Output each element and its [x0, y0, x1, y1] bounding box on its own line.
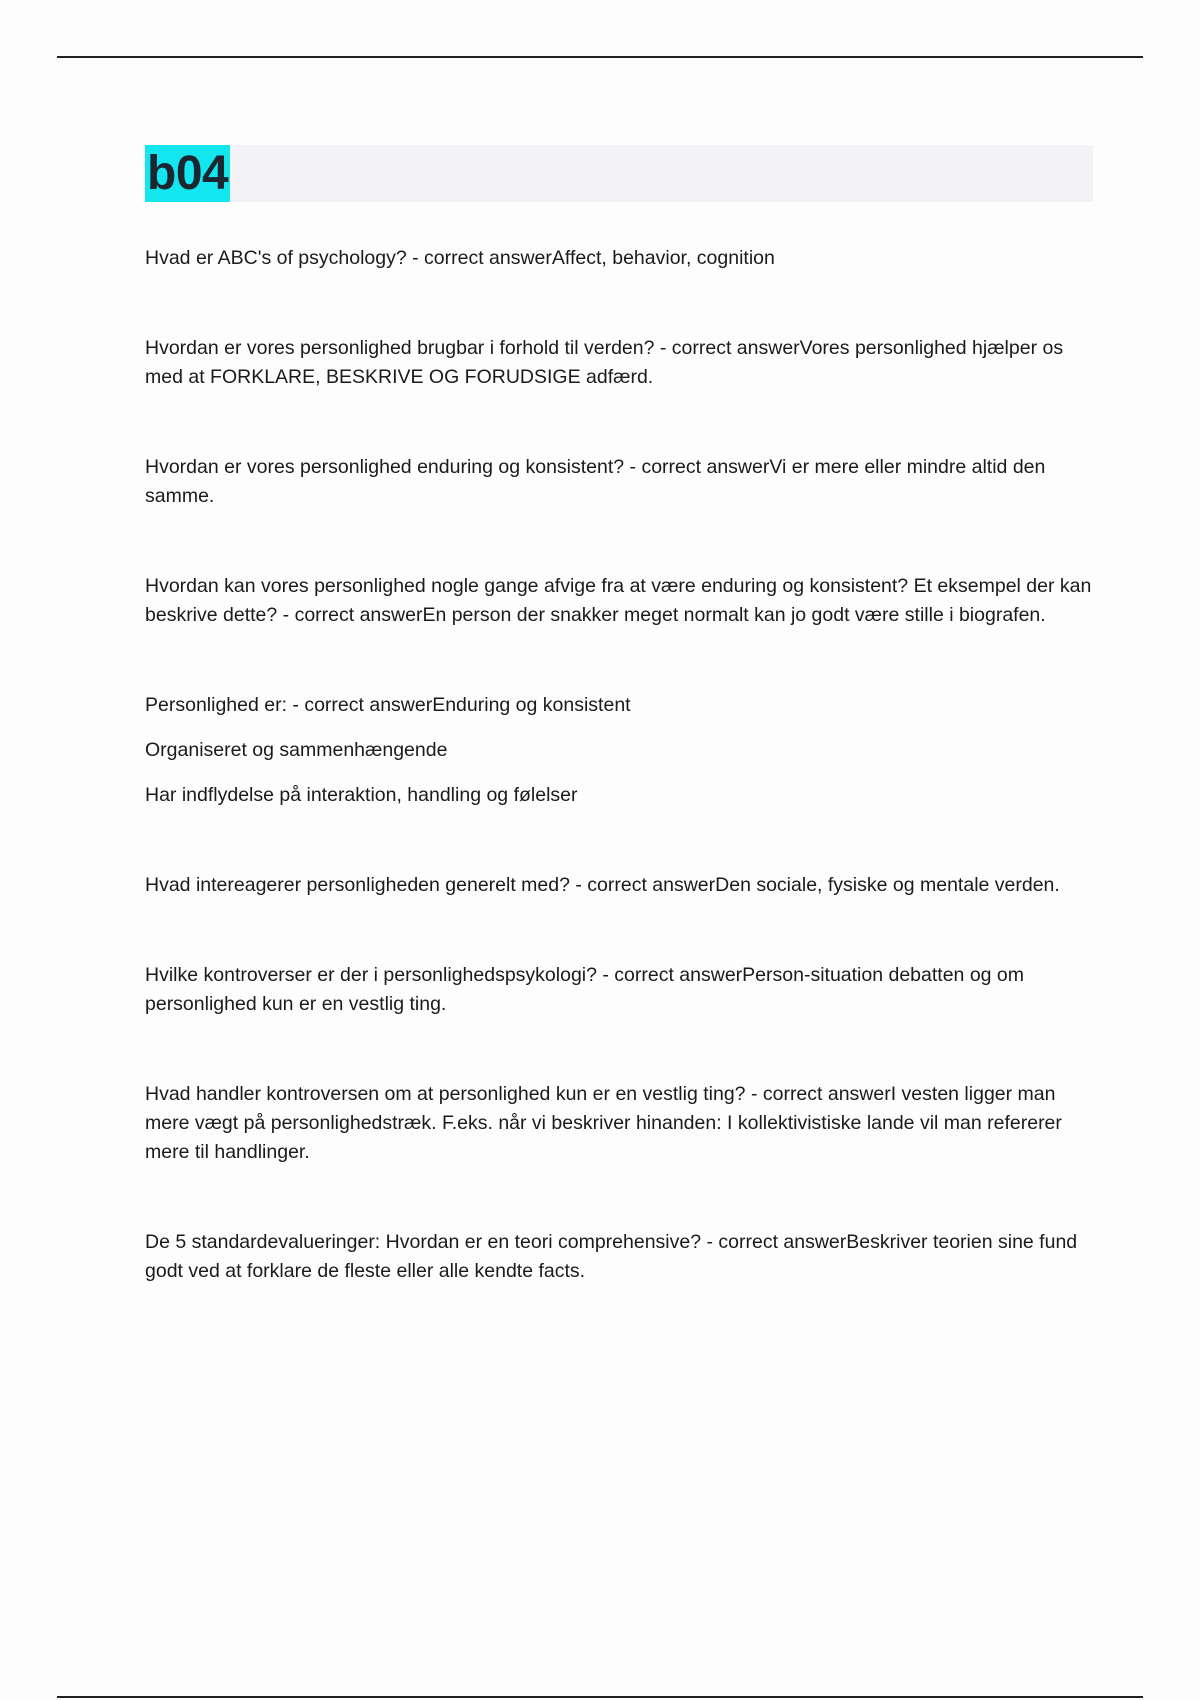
qa-entry-3: Hvordan er vores personlighed enduring og konsistent? - correct answerVi er mere eller mindre altid den samme. — [145, 456, 1046, 507]
document-title: b04 — [147, 147, 229, 200]
qa-entry-7: Hvilke kontroverser er der i personlighedspsykologi? - correct answerPerson-situation debatten og om personlighed kun er en vestlig ting. — [145, 964, 1025, 1015]
qa-entry-2: Hvordan er vores personlighed brugbar i forhold til verden? - correct answerVores personlighed hjælper os med at FORKLARE, BESKRIVE OG FORUDSIGE adfærd. — [145, 337, 1064, 388]
qa-list — [145, 244, 1095, 1286]
qa-entry-1: Hvad er ABC's of psychology? - correct answerAffect, behavior, cognition — [145, 247, 775, 269]
bottom-divider — [57, 1696, 1143, 1698]
qa-entry-5-line-3: Har indflydelse på interaktion, handling og følelser — [145, 784, 578, 806]
top-divider — [57, 56, 1143, 58]
qa-entry-8: Hvad handler kontroversen om at personlighed kun er en vestlig ting? - correct answerI vesten ligger man mere vægt på personlighedstræk. F.eks. når vi beskriver hinanden: I kollektivistiske lande vil man refererer mere til handlinger. — [145, 1083, 1062, 1163]
title-band — [145, 145, 1093, 202]
qa-entry-5: Personlighed er: - correct answerEnduring og konsistent — [145, 694, 631, 716]
qa-entry-6: Hvad intereagerer personligheden generelt med? - correct answerDen sociale, fysiske og mentale verden. — [145, 874, 1060, 896]
qa-entry-4: Hvordan kan vores personlighed nogle gange afvige fra at være enduring og konsistent? Et eksempel der kan beskrive dette? - correct answerEn person der snakker meget normalt kan jo godt være stille i biografen. — [145, 575, 1092, 626]
qa-entry-9: De 5 standardevalueringer: Hvordan er en teori comprehensive? - correct answerBeskriver teorien sine fund godt ved at forklare de fleste eller alle kendte facts. — [145, 1231, 1078, 1282]
qa-entry-5-line-2: Organiseret og sammenhængende — [145, 739, 448, 761]
